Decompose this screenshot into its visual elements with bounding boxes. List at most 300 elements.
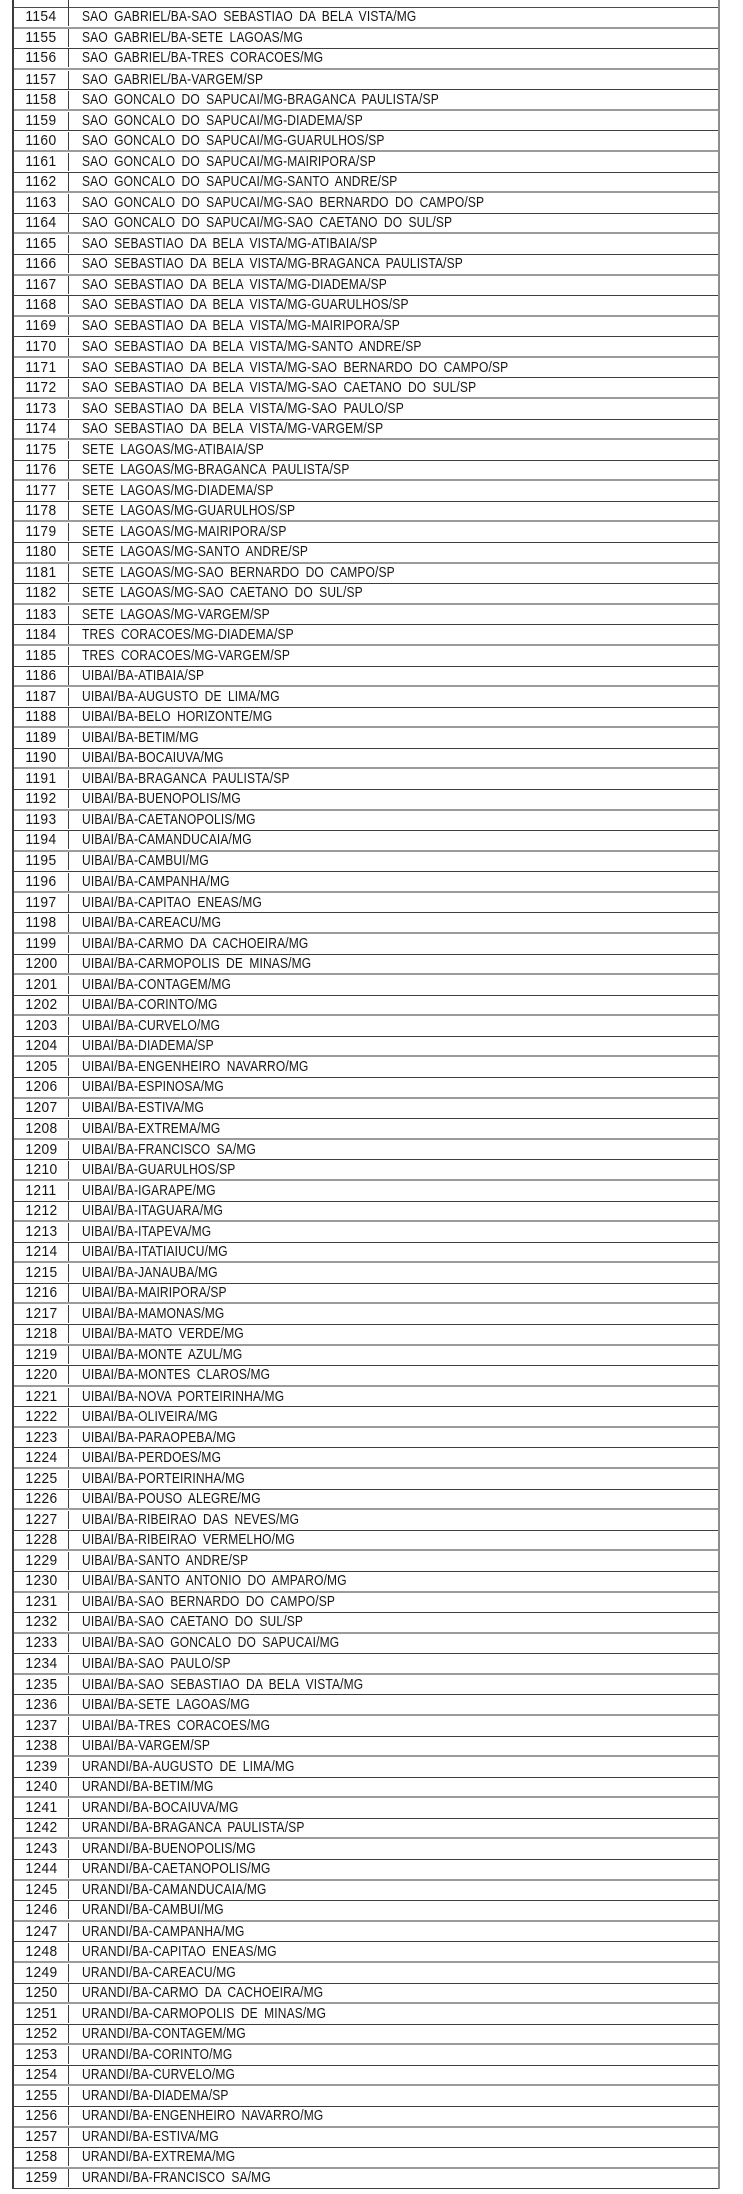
route-name: UIBAI/BA-BETIM/MG <box>82 729 199 747</box>
route-number-cell <box>14 1552 69 1570</box>
route-number-cell <box>14 461 69 479</box>
route-name-cell <box>69 1490 718 1508</box>
route-number-cell <box>14 1531 69 1549</box>
table-row <box>14 667 718 688</box>
table-row <box>14 1057 718 1078</box>
route-number-cell <box>14 1737 69 1755</box>
route-name: URANDI/BA-BETIM/MG <box>82 1778 214 1795</box>
table-row <box>14 1243 718 1264</box>
route-name: UIBAI/BA-BELO HORIZONTE/MG <box>82 707 273 725</box>
route-name-cell <box>69 976 718 994</box>
route-name: UIBAI/BA-BRAGANCA PAULISTA/SP <box>82 770 290 788</box>
route-name: UIBAI/BA-CAREACU/MG <box>82 913 222 931</box>
route-name: UIBAI/BA-RIBEIRAO DAS NEVES/MG <box>82 1510 300 1528</box>
route-name: URANDI/BA-CAREACU/MG <box>82 1963 236 1981</box>
table-row <box>14 790 718 811</box>
route-number-cell <box>14 1819 69 1837</box>
table-row <box>14 1407 718 1428</box>
route-name-cell <box>69 359 718 377</box>
route-name: URANDI/BA-CAETANOPOLIS/MG <box>82 1860 271 1878</box>
table-row <box>14 1839 718 1860</box>
route-number: 1197 <box>25 893 57 911</box>
route-name-cell <box>69 894 718 912</box>
route-number-cell <box>14 1017 69 1035</box>
route-name: UIBAI/BA-PERDOES/MG <box>82 1448 222 1466</box>
route-name-cell <box>69 296 718 314</box>
route-number: 1228 <box>24 1531 58 1549</box>
route-name: URANDI/BA-ENGENHEIRO NAVARRO/MG <box>82 2107 324 2125</box>
route-number-cell <box>14 1943 69 1961</box>
route-number-cell <box>14 1634 69 1652</box>
route-name: UIBAI/BA-TRES CORACOES/MG <box>82 1716 271 1734</box>
route-number-cell <box>14 1613 69 1631</box>
route-number: 1198 <box>25 913 57 931</box>
route-number: 1159 <box>25 111 57 129</box>
route-name-cell <box>69 1923 718 1941</box>
route-name: UIBAI/BA-MAIRIPORA/SP <box>82 1284 227 1302</box>
table-row <box>14 646 718 667</box>
route-name: SAO GONCALO DO SAPUCAI/MG-GUARULHOS/SP <box>82 131 385 149</box>
route-name-cell <box>69 790 718 808</box>
route-name: SAO SEBASTIAO DA BELA VISTA/MG-SANTO ANDRE/SP <box>82 337 422 355</box>
route-number-cell <box>14 153 69 171</box>
table-row <box>14 111 718 132</box>
route-name-cell <box>69 2128 718 2146</box>
route-number-cell <box>14 1202 69 1220</box>
route-number-cell <box>14 194 69 212</box>
route-name-cell <box>69 1429 718 1447</box>
route-name: SETE LAGOAS/MG-DIADEMA/SP <box>82 482 274 500</box>
route-number: 1245 <box>24 1881 58 1899</box>
route-name-cell <box>69 276 718 294</box>
route-name-cell <box>69 1778 718 1796</box>
route-number-cell <box>14 1161 69 1179</box>
route-name-cell <box>69 2025 718 2043</box>
route-name: UIBAI/BA-SETE LAGOAS/MG <box>82 1695 250 1713</box>
route-number: 1157 <box>25 70 57 88</box>
route-number-cell <box>14 2128 69 2146</box>
route-number: 1158 <box>25 90 57 108</box>
route-number: 1185 <box>25 646 57 664</box>
clipped-route-cell <box>69 0 718 7</box>
route-number: 1219 <box>24 1346 58 1364</box>
route-name: URANDI/BA-CONTAGEM/MG <box>82 2024 246 2042</box>
route-number: 1162 <box>25 172 57 190</box>
route-number: 1206 <box>24 1078 58 1096</box>
route-number: 1252 <box>24 2024 58 2042</box>
route-name: UIBAI/BA-EXTREMA/MG <box>82 1119 221 1137</box>
route-number-cell <box>14 1243 69 1261</box>
table-row <box>14 2086 718 2107</box>
route-name-cell <box>69 1943 718 1961</box>
table-row <box>14 934 718 955</box>
route-name: UIBAI/BA-JANAUBA/MG <box>82 1264 218 1282</box>
route-number: 1246 <box>24 1901 58 1919</box>
route-name-cell <box>69 852 718 870</box>
route-number: 1180 <box>25 543 57 561</box>
route-number-cell <box>14 1778 69 1796</box>
route-name: UIBAI/BA-POUSO ALEGRE/MG <box>82 1489 261 1507</box>
table-row <box>14 296 718 317</box>
route-number: 1218 <box>24 1325 58 1343</box>
route-name: UIBAI/BA-ATIBAIA/SP <box>82 666 205 684</box>
route-number-cell <box>14 1141 69 1159</box>
route-number: 1163 <box>25 193 57 211</box>
route-name-cell <box>69 1572 718 1590</box>
route-number-cell <box>14 935 69 953</box>
route-number-cell <box>14 276 69 294</box>
table-row <box>14 131 718 152</box>
route-name-cell <box>69 708 718 726</box>
route-name: SAO GONCALO DO SAPUCAI/MG-MAIRIPORA/SP <box>82 152 376 170</box>
route-number-cell <box>14 441 69 459</box>
table-row <box>14 399 718 420</box>
route-name: UIBAI/BA-FRANCISCO SA/MG <box>82 1140 256 1158</box>
route-number: 1224 <box>24 1448 58 1466</box>
route-number: 1240 <box>24 1778 58 1795</box>
table-row <box>14 605 718 626</box>
route-number-cell <box>14 420 69 438</box>
route-name: URANDI/BA-BRAGANCA PAULISTA/SP <box>82 1819 305 1837</box>
route-name: UIBAI/BA-CAETANOPOLIS/MG <box>82 811 256 829</box>
route-name: SAO GABRIEL/BA-SAO SEBASTIAO DA BELA VISTA/MG <box>82 8 417 26</box>
route-number-cell <box>14 359 69 377</box>
route-number: 1239 <box>24 1757 58 1775</box>
route-name: UIBAI/BA-CAMPANHA/MG <box>82 872 230 890</box>
route-name-cell <box>69 112 718 130</box>
route-number-cell <box>14 338 69 356</box>
route-number: 1226 <box>24 1489 58 1507</box>
route-number: 1179 <box>25 523 57 541</box>
route-number-cell <box>14 1346 69 1364</box>
table-row <box>14 996 718 1017</box>
table-row <box>14 461 718 482</box>
route-number-cell <box>14 523 69 541</box>
route-name-cell <box>69 729 718 747</box>
table-row <box>14 337 718 358</box>
route-name: SETE LAGOAS/MG-GUARULHOS/SP <box>82 502 296 520</box>
route-number-cell <box>14 564 69 582</box>
route-name: TRES CORACOES/MG-DIADEMA/SP <box>82 625 294 643</box>
route-name-cell <box>69 2005 718 2023</box>
table-row <box>14 1757 718 1778</box>
route-number-cell <box>14 831 69 849</box>
route-name: SAO SEBASTIAO DA BELA VISTA/MG-MAIRIPORA/SP <box>82 317 400 335</box>
route-name: SETE LAGOAS/MG-SAO CAETANO DO SUL/SP <box>82 584 363 602</box>
route-name: UIBAI/BA-CAMBUI/MG <box>82 852 209 870</box>
route-number-cell <box>14 112 69 130</box>
route-name-cell <box>69 1202 718 1220</box>
table-row <box>14 1778 718 1799</box>
table-row <box>14 1366 718 1387</box>
route-number: 1201 <box>24 975 58 993</box>
route-name: URANDI/BA-DIADEMA/SP <box>82 2087 229 2105</box>
route-number: 1256 <box>24 2107 58 2125</box>
route-number: 1186 <box>25 666 57 684</box>
table-row <box>14 1428 718 1449</box>
route-number: 1189 <box>25 729 57 747</box>
table-row <box>14 1798 718 1819</box>
table-row <box>14 1181 718 1202</box>
route-number: 1244 <box>24 1860 58 1878</box>
table-row <box>14 1613 718 1634</box>
route-number: 1241 <box>24 1799 58 1817</box>
route-name-cell <box>69 1037 718 1055</box>
route-number: 1214 <box>24 1242 58 1260</box>
route-name-cell <box>69 420 718 438</box>
table-row <box>14 831 718 852</box>
route-number-cell <box>14 1840 69 1858</box>
route-name: URANDI/BA-CARMO DA CACHOEIRA/MG <box>82 1983 324 2001</box>
route-number: 1199 <box>25 934 57 952</box>
table-row <box>14 543 718 564</box>
route-name: UIBAI/BA-CAMANDUCAIA/MG <box>82 831 252 849</box>
route-name-cell <box>69 71 718 89</box>
table-row <box>14 893 718 914</box>
route-number: 1187 <box>25 687 57 705</box>
route-name-cell <box>69 1449 718 1467</box>
route-number-cell <box>14 1099 69 1117</box>
route-number-cell <box>14 790 69 808</box>
route-name-cell <box>69 1161 718 1179</box>
route-name-cell <box>69 955 718 973</box>
route-name-cell <box>69 584 718 602</box>
route-number-cell <box>14 1449 69 1467</box>
route-name-cell <box>69 29 718 47</box>
route-name: UIBAI/BA-SAO CAETANO DO SUL/SP <box>82 1613 304 1631</box>
route-name: UIBAI/BA-AUGUSTO DE LIMA/MG <box>82 687 280 705</box>
route-name: UIBAI/BA-DIADEMA/SP <box>82 1037 214 1055</box>
route-number: 1191 <box>25 770 57 788</box>
route-number-cell <box>14 729 69 747</box>
route-number: 1210 <box>24 1160 58 1178</box>
route-number: 1247 <box>24 1922 58 1940</box>
route-name-cell <box>69 1058 718 1076</box>
route-name-cell <box>69 1737 718 1755</box>
route-number-cell <box>14 235 69 253</box>
route-number-cell <box>14 1264 69 1282</box>
route-name: SAO GONCALO DO SAPUCAI/MG-BRAGANCA PAULISTA/SP <box>82 90 439 108</box>
table-row <box>14 1037 718 1058</box>
table-row <box>14 1551 718 1572</box>
route-name: UIBAI/BA-MONTES CLAROS/MG <box>82 1366 271 1384</box>
route-number-cell <box>14 606 69 624</box>
route-number: 1221 <box>24 1387 58 1405</box>
route-number: 1215 <box>24 1264 58 1282</box>
route-name: SAO GONCALO DO SAPUCAI/MG-DIADEMA/SP <box>82 111 363 129</box>
route-name: UIBAI/BA-BOCAIUVA/MG <box>82 749 224 767</box>
table-row <box>14 255 718 276</box>
route-name: UIBAI/BA-CARMO DA CACHOEIRA/MG <box>82 934 309 952</box>
route-name: UIBAI/BA-ESPINOSA/MG <box>82 1078 224 1096</box>
table-row <box>14 728 718 749</box>
route-number: 1156 <box>25 49 57 67</box>
route-name-cell <box>69 1613 718 1631</box>
route-number: 1200 <box>24 954 58 972</box>
route-number: 1181 <box>25 564 57 582</box>
route-name-cell <box>69 770 718 788</box>
table-row <box>14 749 718 770</box>
table-row <box>14 1716 718 1737</box>
route-number-cell <box>14 49 69 67</box>
route-name: UIBAI/BA-NOVA PORTEIRINHA/MG <box>82 1387 285 1405</box>
table-row <box>14 358 718 379</box>
route-number-cell <box>14 1860 69 1878</box>
route-name-cell <box>69 255 718 273</box>
routes-table <box>12 0 720 2189</box>
route-name-cell <box>69 2169 718 2187</box>
table-row <box>14 1881 718 1902</box>
route-number: 1208 <box>24 1119 58 1137</box>
route-number: 1183 <box>25 605 57 623</box>
route-number: 1250 <box>24 1983 58 2001</box>
route-name-cell <box>69 1470 718 1488</box>
route-name: URANDI/BA-EXTREMA/MG <box>82 2148 236 2166</box>
table-row <box>14 378 718 399</box>
route-name-cell <box>69 1346 718 1364</box>
table-row <box>14 1654 718 1675</box>
route-number-cell <box>14 2046 69 2064</box>
route-name: URANDI/BA-BOCAIUVA/MG <box>82 1799 239 1817</box>
route-number-cell <box>14 543 69 561</box>
route-number-cell <box>14 749 69 767</box>
route-number-cell <box>14 296 69 314</box>
route-number: 1234 <box>24 1654 58 1672</box>
route-number: 1236 <box>24 1695 58 1713</box>
route-name-cell <box>69 1531 718 1549</box>
table-row <box>14 1284 718 1305</box>
route-name: UIBAI/BA-CURVELO/MG <box>82 1017 221 1035</box>
route-number: 1192 <box>25 790 57 808</box>
table-row <box>14 234 718 255</box>
route-name-cell <box>69 626 718 644</box>
route-number: 1229 <box>24 1552 58 1570</box>
route-name-cell <box>69 1696 718 1714</box>
route-name-cell <box>69 2066 718 2084</box>
table-row <box>14 1922 718 1943</box>
route-number: 1222 <box>24 1407 58 1425</box>
route-name-cell <box>69 1840 718 1858</box>
route-name: SAO SEBASTIAO DA BELA VISTA/MG-GUARULHOS/SP <box>82 296 409 314</box>
route-number: 1255 <box>24 2087 58 2105</box>
table-row <box>14 687 718 708</box>
route-number-cell <box>14 1676 69 1694</box>
route-number: 1202 <box>24 996 58 1014</box>
table-row <box>14 173 718 194</box>
route-name: SAO SEBASTIAO DA BELA VISTA/MG-DIADEMA/SP <box>82 276 387 294</box>
route-name-cell <box>69 1634 718 1652</box>
route-name-cell <box>69 1305 718 1323</box>
route-name: UIBAI/BA-BUENOPOLIS/MG <box>82 790 241 808</box>
route-number: 1205 <box>24 1058 58 1076</box>
route-number: 1160 <box>25 131 57 149</box>
route-name-cell <box>69 1366 718 1384</box>
route-name-cell <box>69 235 718 253</box>
route-number-cell <box>14 2005 69 2023</box>
route-name: URANDI/BA-CORINTO/MG <box>82 2046 233 2064</box>
route-number: 1248 <box>24 1942 58 1960</box>
route-number-cell <box>14 2107 69 2125</box>
route-name-cell <box>69 2087 718 2105</box>
route-number-cell <box>14 770 69 788</box>
table-row <box>14 955 718 976</box>
table-row <box>14 1510 718 1531</box>
route-name-cell <box>69 502 718 520</box>
route-number: 1254 <box>24 2066 58 2084</box>
table-row <box>14 872 718 893</box>
route-name: UIBAI/BA-PORTEIRINHA/MG <box>82 1469 245 1487</box>
route-number-cell <box>14 1593 69 1611</box>
route-name-cell <box>69 1799 718 1817</box>
route-number-cell <box>14 255 69 273</box>
route-number: 1207 <box>24 1099 58 1117</box>
table-row <box>14 502 718 523</box>
route-name-cell <box>69 461 718 479</box>
route-name-cell <box>69 688 718 706</box>
route-name-cell <box>69 1182 718 1200</box>
route-number: 1194 <box>25 831 57 849</box>
route-name-cell <box>69 1408 718 1426</box>
route-number: 1154 <box>25 8 57 26</box>
route-name-cell <box>69 564 718 582</box>
table-row <box>14 90 718 111</box>
route-number-cell <box>14 482 69 500</box>
route-name-cell <box>69 1284 718 1302</box>
table-row <box>14 1572 718 1593</box>
route-number: 1231 <box>24 1593 58 1611</box>
route-number-cell <box>14 2169 69 2187</box>
route-number-cell <box>14 1078 69 1096</box>
route-number-cell <box>14 2066 69 2084</box>
route-name: SAO GONCALO DO SAPUCAI/MG-SAO CAETANO DO SUL/SP <box>82 214 453 232</box>
route-name-cell <box>69 379 718 397</box>
route-name: UIBAI/BA-SAO GONCALO DO SAPUCAI/MG <box>82 1634 340 1652</box>
route-number-cell <box>14 1881 69 1899</box>
clipped-row-top <box>14 0 718 8</box>
route-number-cell <box>14 708 69 726</box>
route-number-cell <box>14 2087 69 2105</box>
route-name-cell <box>69 873 718 891</box>
route-number-cell <box>14 1470 69 1488</box>
route-name: UIBAI/BA-IGARAPE/MG <box>82 1181 216 1199</box>
route-name: SETE LAGOAS/MG-VARGEM/SP <box>82 605 270 623</box>
route-number-cell <box>14 1366 69 1384</box>
route-number: 1220 <box>24 1366 58 1384</box>
route-number-cell <box>14 1923 69 1941</box>
clipped-number-cell <box>14 0 69 7</box>
route-number-cell <box>14 976 69 994</box>
table-row <box>14 1346 718 1367</box>
route-number: 1230 <box>24 1572 58 1590</box>
route-number: 1171 <box>25 358 57 376</box>
route-name: SAO SEBASTIAO DA BELA VISTA/MG-SAO BERNARDO DO CAMPO/SP <box>82 358 509 376</box>
route-name-cell <box>69 1819 718 1837</box>
route-name: UIBAI/BA-OLIVEIRA/MG <box>82 1407 218 1425</box>
route-number: 1233 <box>24 1634 58 1652</box>
route-name: UIBAI/BA-CAPITAO ENEAS/MG <box>82 893 262 911</box>
table-row <box>14 49 718 70</box>
route-number-cell <box>14 1717 69 1735</box>
route-name: UIBAI/BA-CARMOPOLIS DE MINAS/MG <box>82 954 312 972</box>
route-name: URANDI/BA-CAPITAO ENEAS/MG <box>82 1942 277 1960</box>
table-row <box>14 1695 718 1716</box>
route-number: 1182 <box>25 584 57 602</box>
table-row <box>14 2004 718 2025</box>
route-number: 1257 <box>24 2128 58 2146</box>
route-number: 1155 <box>25 29 57 47</box>
route-name-cell <box>69 338 718 356</box>
route-number-cell <box>14 317 69 335</box>
